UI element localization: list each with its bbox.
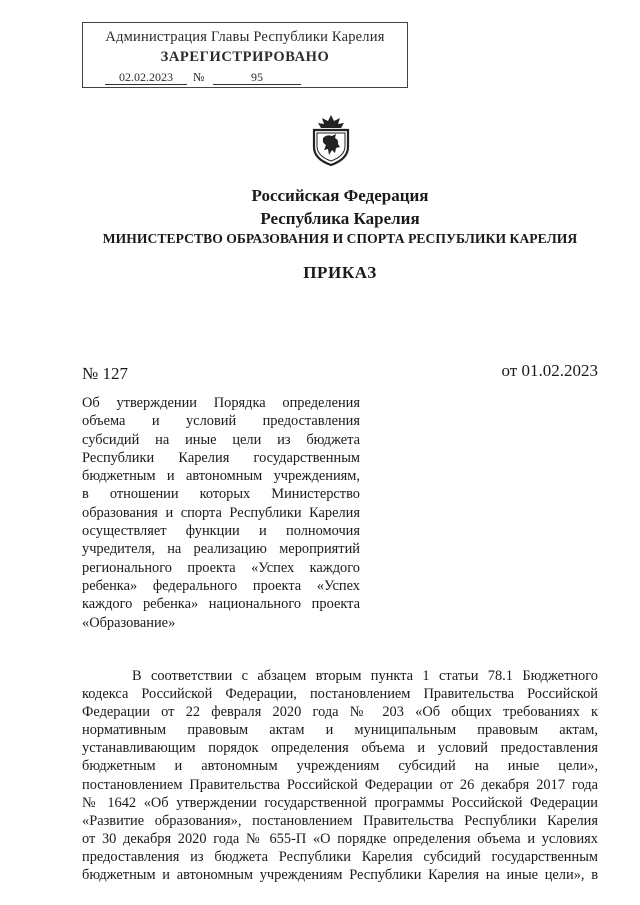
subject-line: Республики Карелия государственным [82,449,360,466]
body-line: кодекса Российской Федерации, постановлением Правительства Российской [82,686,598,703]
body-line: бюджетным и автономным учреждениям субсидий на иные цели», [82,758,598,775]
header-doc-type: ПРИКАЗ [303,263,377,282]
order-date: от 01.02.2023 [501,361,598,380]
subject-line: бюджетным и автономным учреждениям, [82,468,360,485]
stamp-date: 02.02.2023 [105,70,187,85]
subject-line: объема и условий предоставления [82,413,360,430]
order-number: № 127 [82,364,128,383]
subject-line: Об утверждении Порядка определения [82,395,360,411]
order-subject [82,394,360,632]
subject-line: осуществляет функции и полномочия [82,523,360,540]
body-line: постановлением Правительства Российской Федерации от 26 декабря 2017 года [82,776,598,793]
order-body [82,667,598,884]
karelia-coat-of-arms-icon [311,113,351,167]
body-line: «Развитие образования», постановлением Правительства Республики Карелия [82,812,598,829]
header-federation: Российская Федерация [251,186,429,205]
subject-line: ребенка» федерального проекта «Успех [82,577,360,594]
subject-line: в отношении которых Министерство [82,486,360,503]
stamp-authority: Администрация Главы Республики Карелия [105,29,385,45]
subject-line: регионального проекта «Успех каждого [82,559,360,576]
body-line: устанавливающим порядок определения объема и условий предоставления [82,740,598,757]
stamp-registered-label: ЗАРЕГИСТРИРОВАНО [160,49,330,65]
body-line: № 1642 «Об утверждении государственной программы Российской Федерации [82,794,598,811]
stamp-number-label: № [193,70,205,84]
body-line: нормативным правовым актам и муниципальным правовым актам, [82,722,598,739]
body-line: В соответствии с абзацем вторым пункта 1 статьи 78.1 Бюджетного [132,668,598,684]
stamp-number: 95 [213,70,301,85]
header-republic: Республика Карелия [260,209,420,228]
subject-line: каждого ребенка» национального проекта [82,596,360,613]
body-line: бюджетным и автономным учреждениям Республики Карелия на иные цели», в [82,867,598,884]
registration-stamp [82,22,408,88]
subject-line: субсидий на иные цели из бюджета [82,431,360,448]
subject-line: учредителя, на реализацию мероприятий [82,541,360,558]
subject-line: образования и спорта Республики Карелия [82,504,360,521]
body-line: Федерации от 22 февраля 2020 года № 203 «Об общих требованиях к [82,704,598,721]
header-ministry: МИНИСТЕРСТВО ОБРАЗОВАНИЯ И СПОРТА РЕСПУБЛИКИ КАРЕЛИЯ [102,231,578,246]
subject-line: «Образование» [82,614,176,631]
body-line: предоставления из бюджета Республики Карелия субсидий государственным [82,848,598,865]
body-line: от 30 декабря 2020 года № 655-П «О порядке определения объема и условиях [82,830,598,847]
